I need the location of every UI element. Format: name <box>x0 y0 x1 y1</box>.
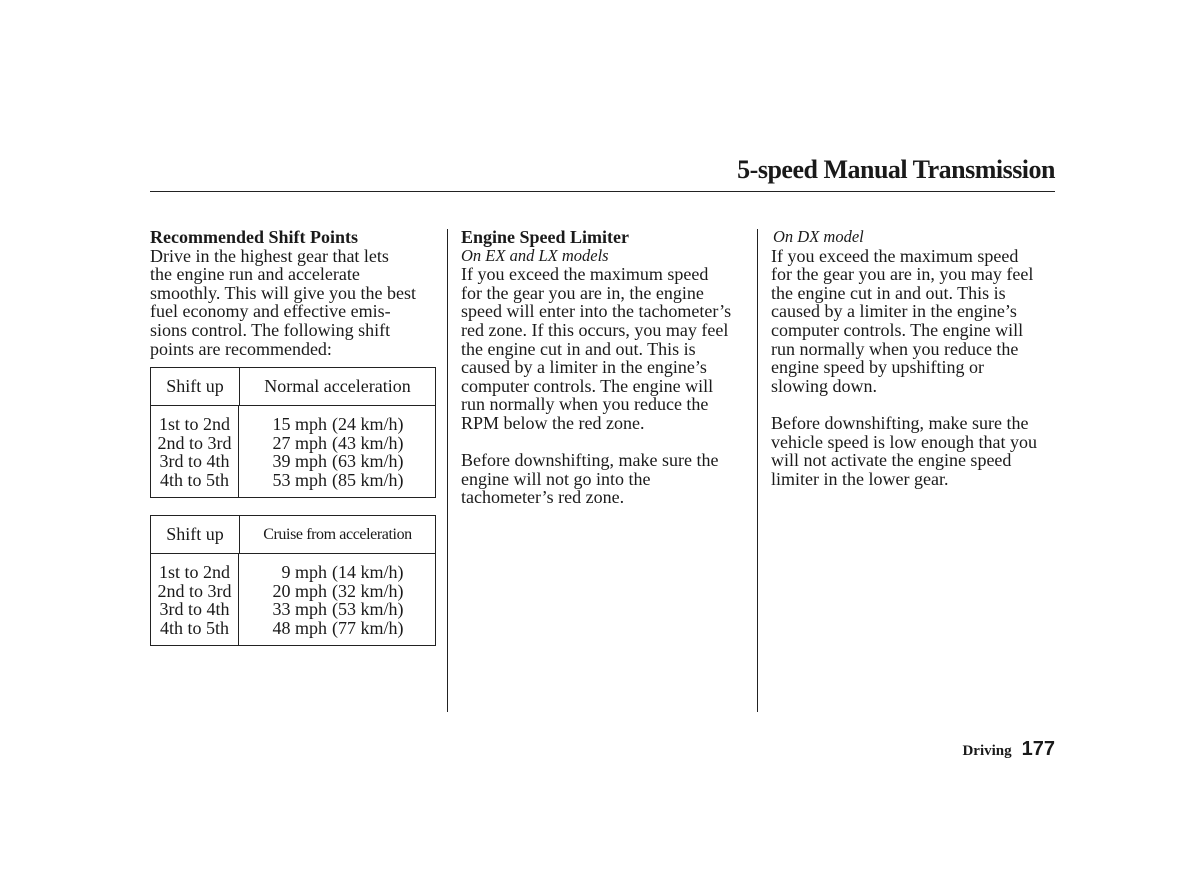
header-shift-up: Shift up <box>151 516 240 553</box>
speed-cell <box>239 600 435 619</box>
speed-cell <box>239 415 435 434</box>
table-header <box>151 368 435 406</box>
kmh-value: (32 km/h) <box>332 580 404 601</box>
column-divider-1 <box>447 229 448 712</box>
text-line: caused by a limiter in the engine’s <box>771 301 1017 322</box>
text-line: caused by a limiter in the engine’s <box>461 357 707 378</box>
text-line: fuel economy and effective emis- <box>150 301 391 322</box>
kmh-value: (85 km/h) <box>332 469 404 490</box>
cruise-acceleration-table <box>150 515 436 646</box>
ex-lx-paragraph-2 <box>461 451 751 507</box>
dx-model-subheading: On DX model <box>773 227 864 246</box>
section-name: Driving <box>962 743 1012 759</box>
header-normal-acceleration: Normal acceleration <box>264 376 411 396</box>
column-shift-points <box>150 228 440 358</box>
text-line: the engine cut in and out. This is <box>771 282 1006 303</box>
mph-value: 20 mph <box>272 580 327 601</box>
table-body <box>151 406 435 497</box>
gear-cell: 3rd to 4th <box>159 451 230 472</box>
header-shift-up: Shift up <box>151 368 240 405</box>
column-divider-2 <box>757 229 758 712</box>
mph-value: 53 mph <box>272 469 327 490</box>
gear-cell: 1st to 2nd <box>158 562 230 582</box>
gear-cell: 1st to 2nd <box>158 414 230 434</box>
shift-points-heading: Recommended Shift Points <box>150 227 358 247</box>
text-line: Before downshifting, make sure the <box>461 450 719 471</box>
page-footer <box>962 738 1055 761</box>
text-line: points are recommended: <box>150 338 332 359</box>
speed-cell <box>239 434 435 453</box>
speed-cell <box>239 619 435 638</box>
mph-value: 27 mph <box>272 432 327 453</box>
mph-value: 15 mph <box>272 414 327 434</box>
text-line: RPM below the red zone. <box>461 412 645 433</box>
gear-column <box>151 554 239 645</box>
kmh-value: (24 km/h) <box>332 414 404 434</box>
kmh-value: (43 km/h) <box>332 432 404 453</box>
text-line: engine speed by upshifting or <box>771 357 984 378</box>
dx-paragraph-1 <box>771 247 1061 396</box>
table-body <box>151 554 435 645</box>
text-line: the engine run and accelerate <box>150 264 360 285</box>
speed-cell <box>239 452 435 471</box>
page-title: 5-speed Manual Transmission <box>737 155 1055 184</box>
mph-value: 33 mph <box>272 599 327 620</box>
kmh-value: (14 km/h) <box>332 562 404 582</box>
text-line: If you exceed the maximum speed <box>771 245 1019 266</box>
text-line: computer controls. The engine will <box>771 319 1024 340</box>
text-line: sions control. The following shift <box>150 319 391 340</box>
speed-column <box>239 554 435 645</box>
gear-cell: 4th to 5th <box>159 617 229 638</box>
text-line: for the gear you are in, the engine <box>461 282 704 303</box>
text-line: engine will not go into the <box>461 468 651 489</box>
text-line: slowing down. <box>771 375 878 396</box>
text-line: smoothly. This will give you the best <box>150 282 416 303</box>
kmh-value: (77 km/h) <box>332 617 404 638</box>
speed-cell <box>239 563 435 582</box>
ex-lx-paragraph-1 <box>461 265 751 432</box>
text-line: the engine cut in and out. This is <box>461 338 696 359</box>
engine-speed-limiter-heading: Engine Speed Limiter <box>461 227 630 247</box>
kmh-value: (53 km/h) <box>332 599 404 620</box>
text-line: Drive in the highest gear that lets <box>150 245 389 266</box>
normal-acceleration-table <box>150 367 436 498</box>
kmh-value: (63 km/h) <box>332 451 404 472</box>
gear-column <box>151 406 239 497</box>
text-line: for the gear you are in, you may feel <box>771 264 1034 285</box>
text-line: vehicle speed is low enough that you <box>771 431 1037 452</box>
text-line: tachometer’s red zone. <box>461 487 625 508</box>
gear-cell: 2nd to 3rd <box>157 580 232 601</box>
mph-value: 9 mph <box>281 562 327 582</box>
text-line: run normally when you reduce the <box>771 338 1019 359</box>
table-header <box>151 516 435 554</box>
header-cruise-from-acceleration: Cruise from acceleration <box>263 525 412 543</box>
text-line: If you exceed the maximum speed <box>461 264 709 285</box>
mph-value: 48 mph <box>272 617 327 638</box>
speed-column <box>239 406 435 497</box>
shift-points-paragraph <box>150 247 440 359</box>
text-line: limiter in the lower gear. <box>771 468 949 489</box>
mph-value: 39 mph <box>272 451 327 472</box>
text-line: will not activate the engine speed <box>771 450 1012 471</box>
text-line: Before downshifting, make sure the <box>771 412 1029 433</box>
text-line: computer controls. The engine will <box>461 375 714 396</box>
speed-cell <box>239 471 435 490</box>
text-line: run normally when you reduce the <box>461 394 709 415</box>
column-engine-speed-limiter <box>461 228 751 507</box>
ex-lx-models-subheading: On EX and LX models <box>461 245 609 265</box>
speed-cell <box>239 582 435 601</box>
gear-cell: 4th to 5th <box>159 469 229 490</box>
column-dx-model <box>771 228 1061 488</box>
title-rule <box>150 191 1055 192</box>
gear-cell: 2nd to 3rd <box>157 432 232 453</box>
text-line: speed will enter into the tachometer’s <box>461 301 732 322</box>
gear-cell: 3rd to 4th <box>159 599 230 620</box>
page-number: 177 <box>1021 738 1055 760</box>
dx-paragraph-2 <box>771 414 1061 488</box>
text-line: red zone. If this occurs, you may feel <box>461 319 729 340</box>
